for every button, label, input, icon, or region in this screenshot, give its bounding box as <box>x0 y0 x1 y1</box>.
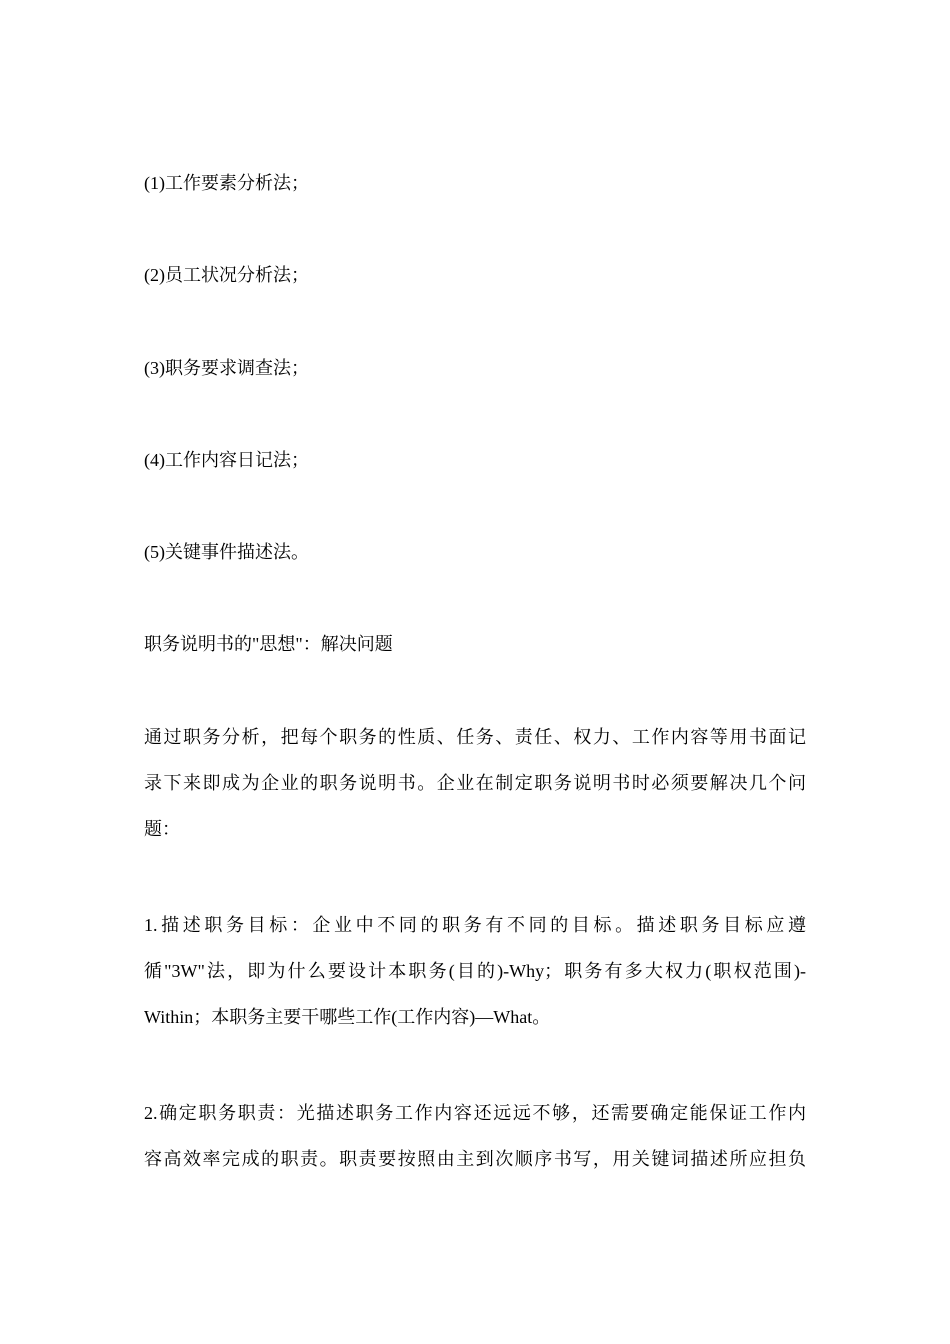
paragraph-line: 通过职务分析，把每个职务的性质、任务、责任、权力、工作内容等用书面记 <box>144 727 806 747</box>
list-item-2 <box>144 252 806 298</box>
list-item-3 <box>144 345 806 391</box>
point-1-paragraph <box>144 902 806 1040</box>
paragraph-line: 1.描述职务目标：企业中不同的职务有不同的目标。描述职务目标应遵 <box>144 915 806 935</box>
list-item-4 <box>144 437 806 483</box>
section-heading <box>144 621 806 667</box>
intro-paragraph <box>144 714 806 852</box>
paragraph-line: 题： <box>144 819 180 839</box>
paragraph-line: 录下来即成为企业的职务说明书。企业在制定职务说明书时必须要解决几个问 <box>144 773 806 793</box>
point-2-paragraph <box>144 1090 806 1182</box>
list-item-text: (5)关键事件描述法。 <box>144 542 309 562</box>
section-heading-text: 职务说明书的"思想"：解决问题 <box>144 634 393 654</box>
paragraph-line: 容高效率完成的职责。职责要按照由主到次顺序书写，用关键词描述所应担负 <box>144 1149 806 1169</box>
list-item-text: (1)工作要素分析法； <box>144 173 309 193</box>
list-item-text: (2)员工状况分析法； <box>144 265 309 285</box>
list-item-text: (3)职务要求调查法； <box>144 358 309 378</box>
list-item-1 <box>144 160 806 206</box>
list-item-5 <box>144 529 806 575</box>
paragraph-line: 2.确定职务职责：光描述职务工作内容还远远不够，还需要确定能保证工作内 <box>144 1103 806 1123</box>
paragraph-line: 循"3W"法，即为什么要设计本职务(目的)-Why；职务有多大权力(职权范围)- <box>144 961 806 981</box>
paragraph-line: Within；本职务主要干哪些工作(工作内容)—What。 <box>144 1007 551 1027</box>
list-item-text: (4)工作内容日记法； <box>144 450 309 470</box>
